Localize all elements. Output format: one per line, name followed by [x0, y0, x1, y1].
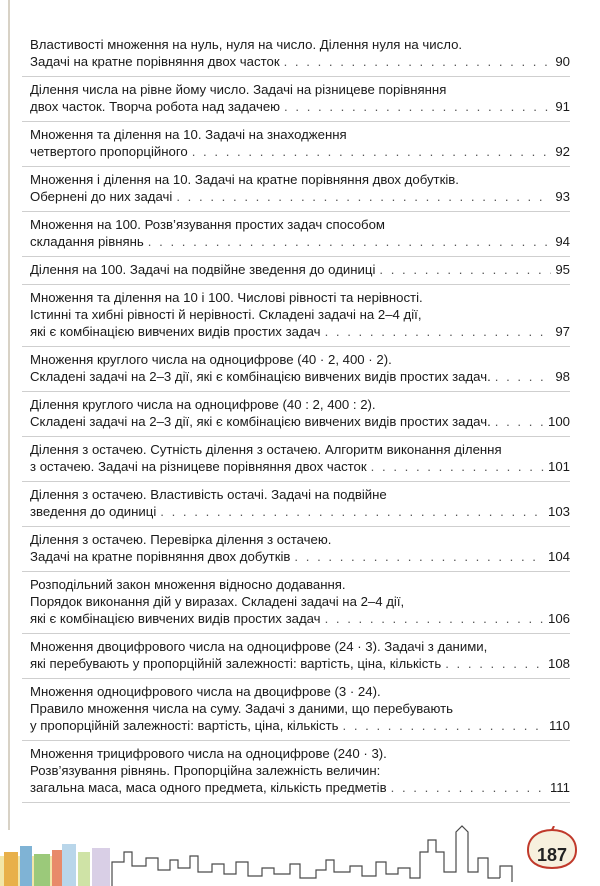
toc-page-number: 90: [555, 54, 570, 69]
toc-page-number: 104: [547, 549, 570, 564]
dot-leader: [192, 143, 552, 160]
toc-entry-last-line: [30, 779, 570, 796]
toc-entry-last-line: [30, 368, 570, 385]
toc-entry-last-line: [30, 143, 570, 160]
toc-entry-line: Множення та ділення на 10. Задачі на знаходження: [30, 127, 347, 142]
toc-entry-last-line: [30, 233, 570, 250]
toc-entry-last-line: [30, 323, 570, 340]
toc-entry: [22, 392, 570, 437]
toc-page-number: 101: [547, 459, 570, 474]
toc-entry-line: Ділення круглого числа на одноцифрове (40 : 2, 400 : 2).: [30, 397, 376, 412]
toc-entry: [22, 167, 570, 212]
toc-entry: [22, 634, 570, 679]
toc-entry: [22, 572, 570, 634]
dot-leader: [379, 261, 551, 278]
toc-page-number: 92: [555, 144, 570, 159]
dot-leader: [294, 548, 544, 565]
toc-entry: [22, 437, 570, 482]
toc-page-number: 103: [547, 504, 570, 519]
toc-entry-line: двох часток. Творча робота над задачею: [30, 99, 281, 114]
toc-entry-line: Множення двоцифрового числа на одноцифрове (24 · 3). Задачі з даними,: [30, 639, 488, 654]
toc-entry-line: Задачі на кратне порівняння двох часток: [30, 54, 280, 69]
city-skyline-illustration: [0, 822, 600, 886]
toc-entry-line: які є комбінацією вивчених видів простих задач: [30, 611, 321, 626]
toc-page-number: 106: [547, 611, 570, 626]
toc-entry-line: які є комбінацією вивчених видів простих задач: [30, 324, 321, 339]
dot-leader: [284, 53, 552, 70]
dot-leader: [325, 323, 552, 340]
toc-entry-line: з остачею. Задачі на різницеве порівняння двох часток: [30, 459, 367, 474]
toc-entry-line: Властивості множення на нуль, нуля на число. Ділення нуля на число.: [30, 37, 463, 52]
toc-page-number: 108: [547, 656, 570, 671]
toc-entry: [22, 257, 570, 285]
toc-entry-line: Множення на 100. Розв’язування простих задач способом: [30, 217, 385, 232]
toc-entry-last-line: [30, 261, 570, 278]
toc-entry-last-line: [30, 548, 570, 565]
toc-entry-line: Істинні та хибні рівності й нерівності. Складені задачі на 2–4 дії,: [30, 307, 422, 322]
toc-entry-line: Ділення з остачею. Сутність ділення з остачею. Алгоритм виконання ділення: [30, 442, 502, 457]
dot-leader: [325, 610, 544, 627]
toc-entry-line: Ділення з остачею. Перевірка ділення з остачею.: [30, 532, 332, 547]
toc-entry: [22, 741, 570, 803]
toc-entry-last-line: [30, 98, 570, 115]
toc-entry-line: Множення і ділення на 10. Задачі на кратне порівняння двох добутків.: [30, 172, 459, 187]
dot-leader: [445, 655, 544, 672]
toc-entry-line: у пропорційній залежності: вартість, ціна, кількість: [30, 718, 339, 733]
toc-page-number: 93: [555, 189, 570, 204]
toc-entry-line: які перебувають у пропорційній залежності: вартість, ціна, кількість: [30, 656, 442, 671]
toc-entry-line: Задачі на кратне порівняння двох добутків: [30, 549, 291, 564]
toc-entry-last-line: [30, 610, 570, 627]
toc-page-number: 91: [555, 99, 570, 114]
toc-entry-line: Множення трицифрового числа на одноцифрове (240 · 3).: [30, 746, 387, 761]
toc-entry-last-line: [30, 503, 570, 520]
table-of-contents: [22, 36, 570, 803]
toc-entry-last-line: [30, 655, 570, 672]
toc-entry-line: четвертого пропорційного: [30, 144, 188, 159]
toc-entry-line: Складені задачі на 2–3 дії, які є комбінацією вивчених видів простих задач.: [30, 414, 491, 429]
dot-leader: [371, 458, 544, 475]
toc-entry-last-line: [30, 413, 570, 430]
dot-leader: [176, 188, 551, 205]
toc-entry-line: Розв’язування рівнянь. Пропорційна залежність величин:: [30, 763, 381, 778]
page-number: 187: [536, 845, 568, 865]
toc-entry-line: зведення до одиниці: [30, 504, 157, 519]
dot-leader: [343, 717, 545, 734]
dot-leader: [391, 779, 546, 796]
toc-entry-last-line: [30, 188, 570, 205]
toc-entry-last-line: [30, 717, 570, 734]
dot-leader: [148, 233, 552, 250]
dot-leader: [495, 413, 544, 430]
toc-entry-line: загальна маса, маса одного предмета, кількість предметів: [30, 780, 387, 795]
dot-leader: [160, 503, 544, 520]
toc-entry: [22, 77, 570, 122]
toc-page-number: 97: [555, 324, 570, 339]
margin-rule: [8, 0, 10, 830]
toc-entry-line: складання рівнянь: [30, 234, 144, 249]
toc-entry: [22, 212, 570, 257]
toc-entry: [22, 679, 570, 741]
dot-leader: [284, 98, 551, 115]
toc-page-number: 111: [549, 780, 570, 795]
toc-entry: [22, 122, 570, 167]
toc-page-number: 94: [555, 234, 570, 249]
toc-entry-last-line: [30, 53, 570, 70]
dot-leader: [495, 368, 552, 385]
toc-entry: [22, 36, 570, 77]
toc-entry-line: Множення круглого числа на одноцифрове (40 · 2, 400 · 2).: [30, 352, 392, 367]
toc-entry-line: Ділення числа на рівне йому число. Задачі на різницеве порівняння: [30, 82, 447, 97]
toc-entry-line: Розподільний закон множення відносно додавання.: [30, 577, 346, 592]
toc-entry-line: Ділення на 100. Задачі на подвійне зведення до одиниці: [30, 262, 376, 277]
toc-entry-line: Множення одноцифрового числа на двоцифрове (3 · 24).: [30, 684, 381, 699]
toc-entry: [22, 482, 570, 527]
toc-entry-line: Множення та ділення на 10 і 100. Числові рівності та нерівності.: [30, 290, 423, 305]
toc-page-number: 110: [548, 718, 570, 733]
toc-entry: [22, 527, 570, 572]
toc-entry: [22, 347, 570, 392]
toc-entry-line: Правило множення числа на суму. Задачі з даними, що перебувають: [30, 701, 453, 716]
toc-page-number: 95: [555, 262, 570, 277]
toc-page-number: 100: [547, 414, 570, 429]
toc-entry-line: Обернені до них задачі: [30, 189, 173, 204]
toc-entry-line: Ділення з остачею. Властивість остачі. Задачі на подвійне: [30, 487, 387, 502]
toc-entry-line: Складені задачі на 2–3 дії, які є комбінацією вивчених видів простих задач.: [30, 369, 491, 384]
toc-entry-last-line: [30, 458, 570, 475]
toc-page-number: 98: [555, 369, 570, 384]
toc-entry-line: Порядок виконання дій у виразах. Складені задачі на 2–4 дії,: [30, 594, 405, 609]
toc-entry: [22, 285, 570, 347]
